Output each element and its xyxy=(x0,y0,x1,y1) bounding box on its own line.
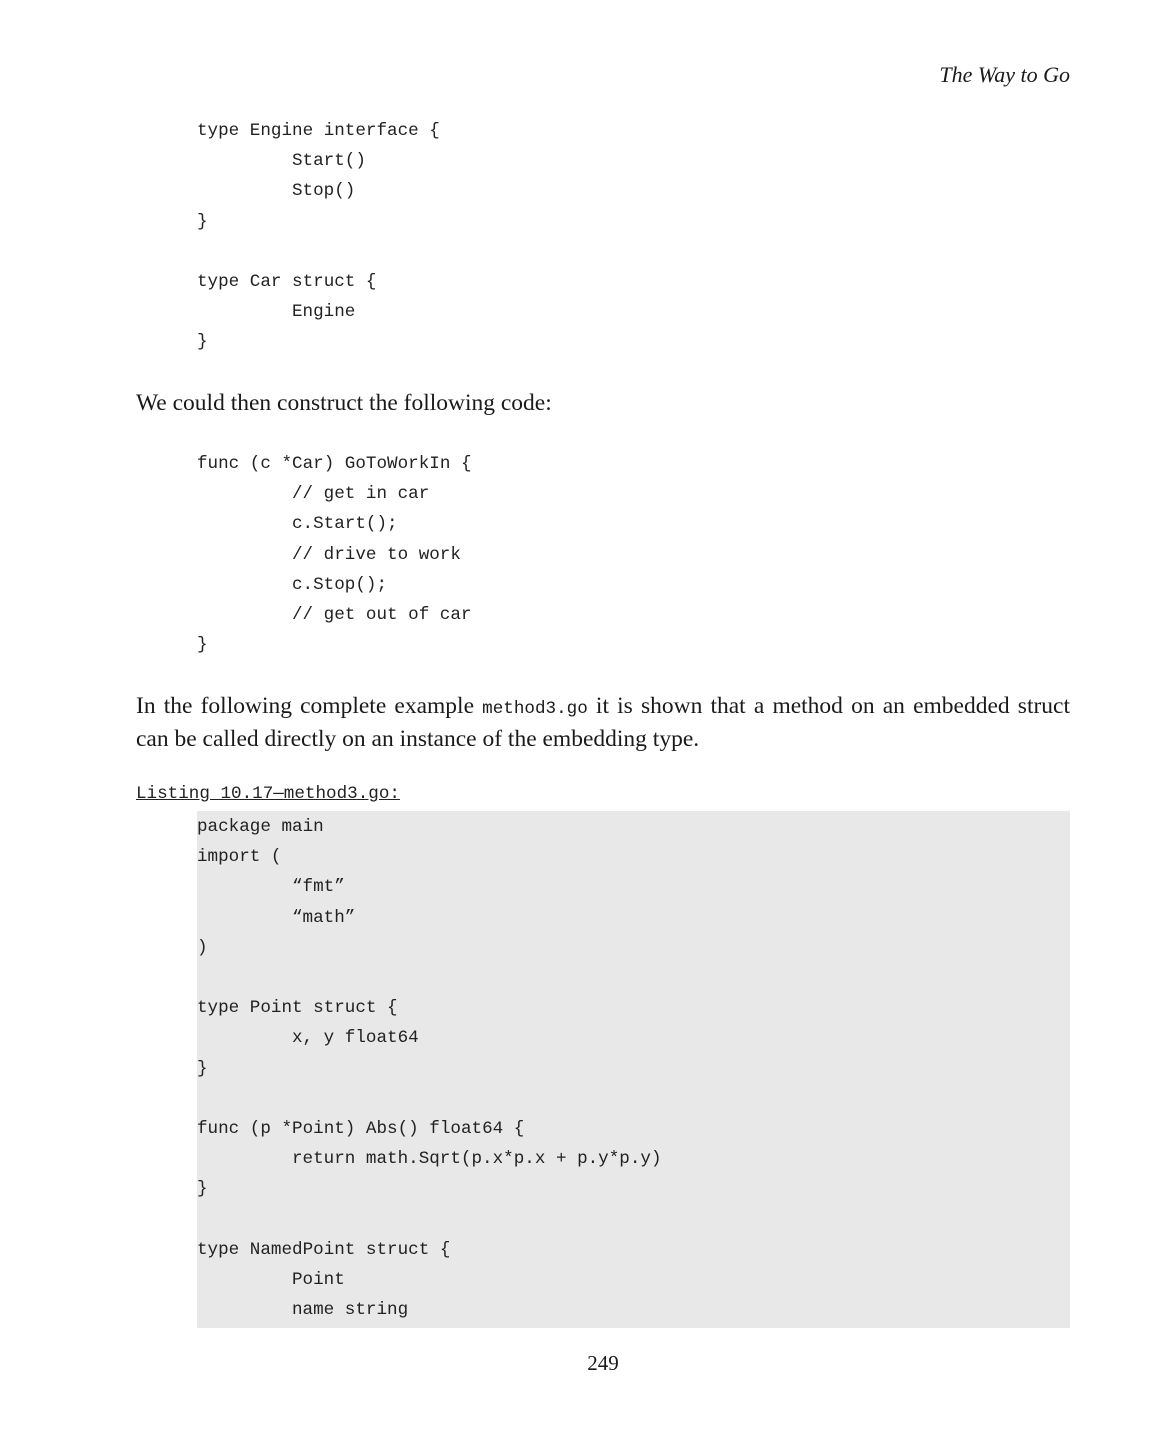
code-line: // get in car xyxy=(292,484,430,505)
code-line: Engine xyxy=(292,302,356,323)
code-line: name string xyxy=(292,1300,409,1320)
code-line xyxy=(197,963,662,993)
code-line: // get out of car xyxy=(292,604,472,625)
running-header: The Way to Go xyxy=(939,62,1070,87)
code-line: } xyxy=(197,635,208,656)
code-line: “math” xyxy=(292,907,356,928)
code-line: “fmt” xyxy=(292,877,345,898)
code-line: Stop() xyxy=(292,181,356,202)
code-line: c.Stop(); xyxy=(292,574,388,595)
paragraph-construct: We could then construct the following code: xyxy=(136,390,552,416)
code-line: } xyxy=(197,332,208,353)
paragraph-method3 xyxy=(136,691,1070,754)
code-line xyxy=(197,1204,662,1234)
code-line: Start() xyxy=(292,151,366,172)
code-line: package main xyxy=(197,817,324,837)
code-line: } xyxy=(197,1058,208,1079)
code-listing-method3 xyxy=(197,812,662,1325)
code-line: type Point struct { xyxy=(197,998,398,1019)
page-number: 249 xyxy=(587,1351,619,1375)
code-line: type Engine interface { xyxy=(197,121,440,141)
code-block-gotoworkin xyxy=(197,449,472,660)
code-block-engine-car xyxy=(197,116,440,358)
code-line: return math.Sqrt(p.x*p.x + p.y*p.y) xyxy=(292,1149,662,1170)
para-text: it is shown that a method on an embedded struct can be called directly on an instance of the embedding type. xyxy=(136,693,1071,752)
code-line: } xyxy=(197,211,208,232)
code-line: Point xyxy=(292,1269,345,1290)
code-line: // drive to work xyxy=(292,544,461,565)
code-line: type Car struct { xyxy=(197,271,377,292)
code-line: c.Start(); xyxy=(292,514,398,535)
code-line xyxy=(197,1084,662,1114)
code-line: func (p *Point) Abs() float64 { xyxy=(197,1118,525,1139)
inline-code: method3.go xyxy=(482,699,588,719)
para-text: In the following complete example xyxy=(136,693,483,719)
listing-title: Listing 10.17—method3.go: xyxy=(136,784,400,804)
code-line: } xyxy=(197,1179,208,1200)
code-line xyxy=(197,237,440,267)
code-line: ) xyxy=(197,937,208,958)
code-line: func (c *Car) GoToWorkIn { xyxy=(197,454,472,474)
code-line: type NamedPoint struct { xyxy=(197,1239,451,1260)
code-line: x, y float64 xyxy=(292,1028,419,1049)
code-line: import ( xyxy=(197,847,282,868)
